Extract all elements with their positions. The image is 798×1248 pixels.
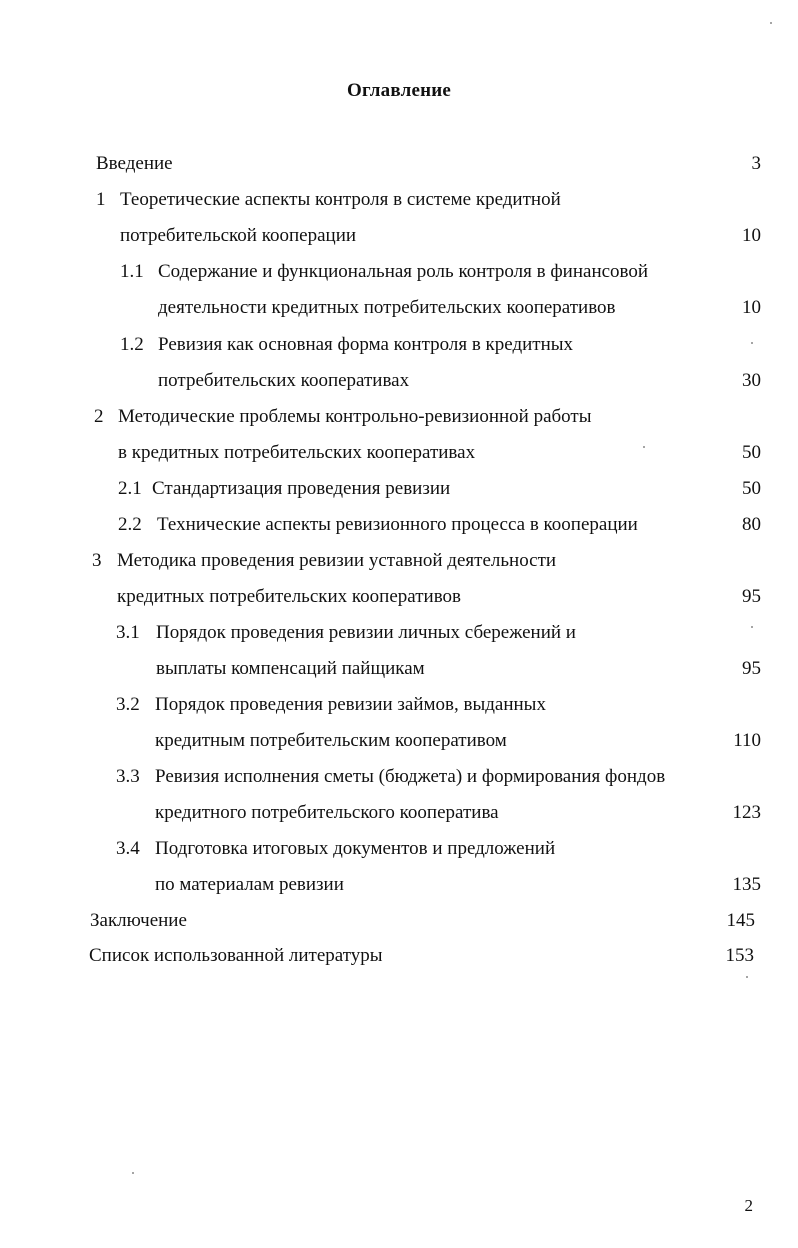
toc-section-2-2[interactable] xyxy=(118,513,638,537)
toc-section-2-1[interactable] xyxy=(118,477,450,501)
toc-entry-conclusion[interactable] xyxy=(90,909,187,933)
toc-section-1-2-line2: потребительских кооперативах xyxy=(158,370,410,391)
toc-section-number: 1.1 xyxy=(120,261,144,282)
scan-speck xyxy=(770,22,772,24)
toc-chapter-3[interactable] xyxy=(92,549,556,573)
toc-chapter-1-line2: потребительской кооперации xyxy=(120,225,357,246)
toc-chapter-1[interactable] xyxy=(96,188,561,212)
toc-page-s3-3: 123 xyxy=(732,802,761,823)
toc-page-ch2: 50 xyxy=(742,442,761,463)
toc-chapter-number: 1 xyxy=(96,189,106,210)
toc-section-3-2-line2: кредитным потребительским кооперативом xyxy=(155,730,507,751)
toc-section-3-1-line2: выплаты компенсаций пайщикам xyxy=(156,658,425,679)
toc-chapter-3-line2: кредитных потребительских кооперативов xyxy=(117,586,462,607)
toc-chapter-2-line2: в кредитных потребительских кооперативах xyxy=(118,442,476,463)
toc-section-3-3-line2: кредитного потребительского кооператива xyxy=(155,802,499,823)
toc-section-title-line1: Содержание и функциональная роль контроля в финансовой xyxy=(158,261,649,282)
toc-section-number: 3.2 xyxy=(116,694,140,715)
toc-page-s1-1: 10 xyxy=(742,297,761,318)
toc-page-s3-4: 135 xyxy=(732,874,761,895)
toc-section-1-2[interactable] xyxy=(120,333,573,357)
toc-section-3-4[interactable] xyxy=(116,837,555,861)
toc-chapter-title-line1: Методика проведения ревизии уставной деятельности xyxy=(117,550,557,571)
toc-entry-label: Введение xyxy=(96,153,173,174)
toc-section-number: 2.2 xyxy=(118,514,142,535)
toc-page-ch3: 95 xyxy=(742,586,761,607)
toc-section-1-1[interactable] xyxy=(120,260,648,284)
toc-entry-references[interactable] xyxy=(89,944,383,968)
toc-entry-label: Заключение xyxy=(90,910,187,931)
toc-section-title-line1: Ревизия как основная форма контроля в кредитных xyxy=(158,334,574,355)
toc-page-s3-1: 95 xyxy=(742,658,761,679)
scan-speck xyxy=(132,1172,134,1174)
toc-section-title-line1: Технические аспекты ревизионного процесса в кооперации xyxy=(157,514,638,535)
scan-speck xyxy=(751,342,753,344)
toc-entry-label: Список использованной литературы xyxy=(89,945,383,966)
toc-chapter-title-line1: Теоретические аспекты контроля в системе кредитной xyxy=(120,189,561,210)
toc-section-number: 2.1 xyxy=(118,478,142,499)
scan-speck xyxy=(643,446,645,448)
toc-chapter-2[interactable] xyxy=(94,405,592,429)
toc-section-3-3[interactable] xyxy=(116,765,665,789)
toc-section-3-1[interactable] xyxy=(116,621,576,645)
toc-page-s3-2: 110 xyxy=(733,730,761,751)
toc-section-3-2[interactable] xyxy=(116,693,546,717)
toc-page-s2-2: 80 xyxy=(742,514,761,535)
toc-section-3-4-line2: по материалам ревизии xyxy=(155,874,344,895)
page-number: 2 xyxy=(744,1196,753,1215)
scan-speck xyxy=(751,626,753,628)
toc-page-intro: 3 xyxy=(751,153,761,174)
toc-section-number: 3.1 xyxy=(116,622,140,643)
toc-section-title-line1: Подготовка итоговых документов и предложений xyxy=(155,838,556,859)
toc-section-1-1-line2: деятельности кредитных потребительских кооперативов xyxy=(158,297,616,318)
toc-section-title-line1: Стандартизация проведения ревизии xyxy=(152,478,451,499)
toc-page-s2-1: 50 xyxy=(742,478,761,499)
toc-chapter-number: 3 xyxy=(92,550,102,571)
scan-speck xyxy=(746,976,748,978)
toc-page-references: 153 xyxy=(725,945,754,966)
toc-section-title-line1: Порядок проведения ревизии займов, выданных xyxy=(155,694,546,715)
toc-page-ch1: 10 xyxy=(742,225,761,246)
toc-entry-intro[interactable] xyxy=(96,152,173,176)
toc-page-s1-2: 30 xyxy=(742,370,761,391)
toc-chapter-number: 2 xyxy=(94,406,104,427)
page-title: Оглавление xyxy=(346,80,452,101)
toc-chapter-title-line1: Методические проблемы контрольно-ревизионной работы xyxy=(118,406,592,427)
toc-section-title-line1: Порядок проведения ревизии личных сбережений и xyxy=(156,622,576,643)
toc-section-number: 1.2 xyxy=(120,334,144,355)
toc-section-number: 3.4 xyxy=(116,838,140,859)
toc-page-conclusion: 145 xyxy=(726,910,755,931)
toc-section-number: 3.3 xyxy=(116,766,140,787)
toc-section-title-line1: Ревизия исполнения сметы (бюджета) и формирования фондов xyxy=(155,766,666,787)
